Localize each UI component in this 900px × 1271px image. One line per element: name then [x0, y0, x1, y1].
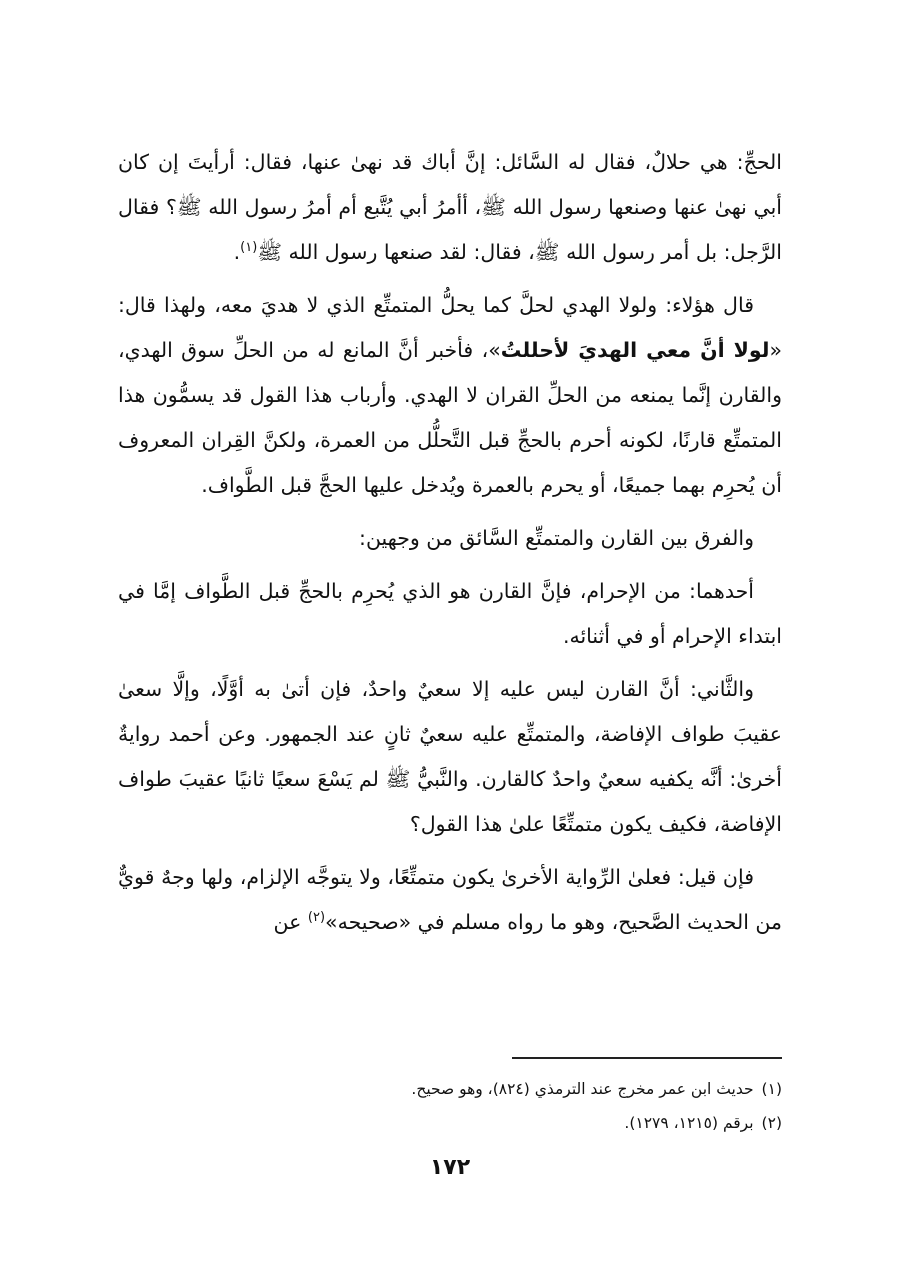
paragraph-2: [118, 283, 782, 508]
text-run: »، فأخبر أنَّ المانع له من الحلِّ سوق الهدي، والقارن إنَّما يمنعه من الحلِّ القران لا الهدي. وأرباب هذا القول قد يسمُّون هذا المتمتِّع قارنًا، لكونه أحرم بالحجِّ قبل التَّحلُّل من العمرة، ولكنَّ القِران المعروف أن يُحرِم بهما جميعًا، أو يحرم بالعمرة ويُدخل عليها الحجَّ قبل الطَّواف.: [118, 338, 782, 497]
footnote-reference: (٢): [307, 910, 326, 926]
footnote-text: برقم (١٢١٥، ١٢٧٩).: [624, 1114, 754, 1132]
page-number: ١٧٢: [429, 1155, 471, 1180]
footnote-number: (٢): [761, 1114, 782, 1132]
footnote-2: [118, 1106, 782, 1140]
footnote-text: حديث ابن عمر مخرج عند الترمذي (٨٢٤)، وهو صحيح.: [411, 1080, 754, 1098]
text-run: .: [233, 240, 241, 264]
paragraph-6: [118, 855, 782, 945]
page-body: [118, 140, 782, 953]
text-run: الحجِّ: هي حلالٌ، فقال له السَّائل: إنَّ أباك قد نهىٰ عنها، فقال: أرأيتَ إن كان أبي نهىٰ عنها وصنعها رسول الله ﷺ، أأمرُ أبي يُتَّبع أم أمرُ رسول الله ﷺ؟ فقال الرَّجل: بل أمر رسول الله ﷺ، فقال: لقد صنعها رسول الله ﷺ: [118, 150, 782, 264]
footnotes: [118, 1072, 782, 1140]
footnote-reference: (١): [240, 240, 258, 256]
paragraph-1: [118, 140, 782, 275]
paragraph-3: [118, 516, 782, 561]
footnote-number: (١): [761, 1080, 782, 1098]
text-run: قال هؤلاء: ولولا الهدي لحلَّ كما يحلُّ المتمتِّع الذي لا هديَ معه، ولهذا قال: «: [118, 293, 782, 362]
text-run: أحدهما: من الإحرام، فإنَّ القارن هو الذي يُحرِم بالحجِّ قبل الطَّواف إمَّا في ابتداء الإحرام أو في أثنائه.: [118, 579, 782, 648]
footnote-1: [118, 1072, 782, 1106]
text-run: والثَّاني: أنَّ القارن ليس عليه إلا سعيٌ واحدٌ، فإن أتىٰ به أوَّلًا، وإلَّا سعىٰ عقيبَ طواف الإفاضة، والمتمتِّع عليه سعيٌ ثانٍ عند الجمهور. وعن أحمد روايةٌ أخرىٰ: أنَّه يكفيه سعيٌ واحدٌ كالقارن. والنَّبيُّ ﷺ لم يَسْعَ سعيًا ثانيًا عقيبَ طواف الإفاضة، فكيف يكون متمتِّعًا علىٰ هذا القول؟: [118, 677, 782, 836]
text-run: والفرق بين القارن والمتمتِّع السَّائق من وجهين:: [359, 526, 754, 550]
hadith-quote: لولا أنَّ معي الهديَ لأحللتُ: [500, 338, 770, 362]
text-run: عن: [273, 910, 308, 934]
footnote-separator: [512, 1057, 782, 1059]
text-run: فإن قيل: فعلىٰ الرِّواية الأخرىٰ يكون متمتِّعًا، ولا يتوجَّه الإلزام، ولها وجهٌ قويٌّ من الحديث الصَّحيح، وهو ما رواه مسلم في «صحيحه»: [118, 865, 782, 934]
paragraph-4: [118, 569, 782, 659]
paragraph-5: [118, 667, 782, 847]
